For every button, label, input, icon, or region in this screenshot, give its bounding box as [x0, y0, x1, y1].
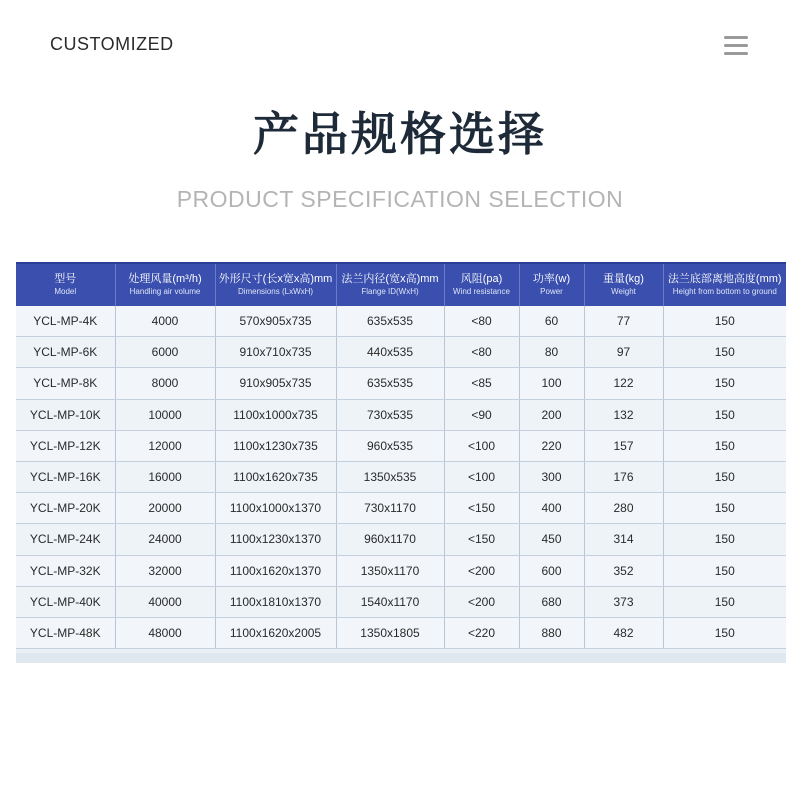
table-cell: 157 [584, 430, 663, 461]
table-cell: 8000 [115, 368, 215, 399]
table-cell: 24000 [115, 524, 215, 555]
table-cell: 32000 [115, 555, 215, 586]
table-cell: 730x535 [336, 399, 444, 430]
table-row [16, 524, 786, 555]
table-cell: 635x535 [336, 306, 444, 337]
column-header-cn: 外形尺寸(长x宽x高)mm [218, 273, 333, 285]
table-cell: <80 [444, 337, 519, 368]
table-cell: 450 [519, 524, 584, 555]
table-cell: 200 [519, 399, 584, 430]
page-title: 产品规格选择 [253, 107, 547, 161]
table-cell: 680 [519, 586, 584, 617]
table-cell: 1100x1230x735 [215, 430, 336, 461]
menu-line [724, 52, 748, 55]
model-cell: YCL-MP-12K [16, 430, 115, 461]
table-cell: <100 [444, 461, 519, 492]
model-cell: YCL-MP-48K [16, 617, 115, 648]
table-cell: 150 [663, 337, 786, 368]
table-cell: <85 [444, 368, 519, 399]
table-row [16, 555, 786, 586]
table-cell: 150 [663, 399, 786, 430]
table-cell: 373 [584, 586, 663, 617]
model-cell: YCL-MP-20K [16, 493, 115, 524]
table-cell: 635x535 [336, 368, 444, 399]
table-cell: 12000 [115, 430, 215, 461]
model-cell: YCL-MP-8K [16, 368, 115, 399]
table-cell: 150 [663, 461, 786, 492]
table-cell: 1350x535 [336, 461, 444, 492]
model-cell: YCL-MP-4K [16, 306, 115, 337]
column-header-en: Wind resistance [453, 287, 510, 296]
table-cell: 150 [663, 555, 786, 586]
model-cell: YCL-MP-16K [16, 461, 115, 492]
table-cell: 1100x1620x2005 [215, 617, 336, 648]
column-header-en: Model [54, 287, 77, 296]
table-cell: 4000 [115, 306, 215, 337]
table-row [16, 306, 786, 337]
model-cell: YCL-MP-40K [16, 586, 115, 617]
table-row [16, 399, 786, 430]
table-cell: 910x710x735 [215, 337, 336, 368]
top-bar [0, 0, 800, 90]
column-header [519, 263, 584, 306]
table-cell: <100 [444, 430, 519, 461]
column-header [584, 263, 663, 306]
table-cell: <150 [444, 524, 519, 555]
table-cell: 1350x1805 [336, 617, 444, 648]
table-cell: 280 [584, 493, 663, 524]
table-cell: 1100x1230x1370 [215, 524, 336, 555]
table-cell: 880 [519, 617, 584, 648]
table-cell: 314 [584, 524, 663, 555]
table-row [16, 586, 786, 617]
table-cell: 960x535 [336, 430, 444, 461]
table-cell: 40000 [115, 586, 215, 617]
table-cell: 300 [519, 461, 584, 492]
table-body [16, 306, 786, 649]
model-cell: YCL-MP-32K [16, 555, 115, 586]
table-row [16, 430, 786, 461]
table-cell: <200 [444, 555, 519, 586]
table-cell: 60 [519, 306, 584, 337]
table-cell: <80 [444, 306, 519, 337]
table-cell: 20000 [115, 493, 215, 524]
column-header-en: Weight [611, 287, 636, 296]
table-cell: 122 [584, 368, 663, 399]
column-header [663, 263, 786, 306]
model-cell: YCL-MP-10K [16, 399, 115, 430]
table-cell: 97 [584, 337, 663, 368]
table-cell: 10000 [115, 399, 215, 430]
table-cell: <90 [444, 399, 519, 430]
table-row [16, 617, 786, 648]
table-cell: 150 [663, 306, 786, 337]
table-cell: 910x905x735 [215, 368, 336, 399]
model-cell: YCL-MP-24K [16, 524, 115, 555]
brand-logo-text[interactable]: CUSTOMIZED [50, 34, 174, 54]
column-header-cn: 型号 [54, 273, 77, 285]
column-header [336, 263, 444, 306]
model-cell: YCL-MP-6K [16, 337, 115, 368]
table-cell: 1100x1620x1370 [215, 555, 336, 586]
table-cell: 80 [519, 337, 584, 368]
menu-line [724, 36, 748, 39]
table-row [16, 337, 786, 368]
table-cell: 132 [584, 399, 663, 430]
table-cell: 482 [584, 617, 663, 648]
table-cell: 440x535 [336, 337, 444, 368]
table-cell: 600 [519, 555, 584, 586]
column-header-en: Height from bottom to ground [672, 287, 777, 296]
table-cell: 150 [663, 430, 786, 461]
table-cell: 150 [663, 524, 786, 555]
table-cell: 150 [663, 368, 786, 399]
column-header-cn: 法兰内径(宽x高)mm [341, 273, 439, 285]
table-header-row [16, 263, 786, 306]
column-header-cn: 法兰底部离地高度(mm) [667, 273, 782, 285]
table-footer-strip [16, 653, 786, 663]
menu-line [724, 44, 748, 47]
table-cell: 352 [584, 555, 663, 586]
table-cell: 150 [663, 493, 786, 524]
table-cell: 1100x1620x735 [215, 461, 336, 492]
page-subtitle: PRODUCT SPECIFICATION SELECTION [176, 186, 624, 212]
table-row [16, 461, 786, 492]
table-cell: 1100x1810x1370 [215, 586, 336, 617]
column-header [16, 263, 115, 306]
column-header-en: Flange ID(WxH) [361, 287, 419, 296]
table-cell: 220 [519, 430, 584, 461]
table-cell: 960x1170 [336, 524, 444, 555]
table-cell: <200 [444, 586, 519, 617]
table-cell: 100 [519, 368, 584, 399]
table-cell: 1100x1000x735 [215, 399, 336, 430]
table-cell: 150 [663, 617, 786, 648]
table-cell: 77 [584, 306, 663, 337]
table-cell: 730x1170 [336, 493, 444, 524]
table-cell: 176 [584, 461, 663, 492]
column-header [115, 263, 215, 306]
table-cell: 400 [519, 493, 584, 524]
table-cell: 150 [663, 586, 786, 617]
column-header-cn: 处理风量(m³/h) [128, 273, 202, 285]
spec-table-container [16, 262, 786, 663]
table-cell: 16000 [115, 461, 215, 492]
table-cell: 570x905x735 [215, 306, 336, 337]
column-header [444, 263, 519, 306]
column-header-en: Power [540, 287, 563, 296]
column-header-cn: 重量(kg) [603, 273, 644, 285]
column-header-cn: 功率(w) [532, 273, 571, 285]
table-cell: 1540x1170 [336, 586, 444, 617]
table-row [16, 493, 786, 524]
table-cell: <220 [444, 617, 519, 648]
column-header-en: Handling air volume [129, 287, 201, 296]
table-cell: 6000 [115, 337, 215, 368]
column-header [215, 263, 336, 306]
spec-table [16, 262, 786, 649]
column-header-en: Dimensions (LxWxH) [237, 287, 314, 296]
hamburger-menu-icon[interactable] [724, 34, 750, 58]
column-header-cn: 风阻(pa) [460, 273, 503, 285]
table-cell: 1350x1170 [336, 555, 444, 586]
table-cell: 48000 [115, 617, 215, 648]
table-cell: <150 [444, 493, 519, 524]
table-cell: 1100x1000x1370 [215, 493, 336, 524]
table-row [16, 368, 786, 399]
